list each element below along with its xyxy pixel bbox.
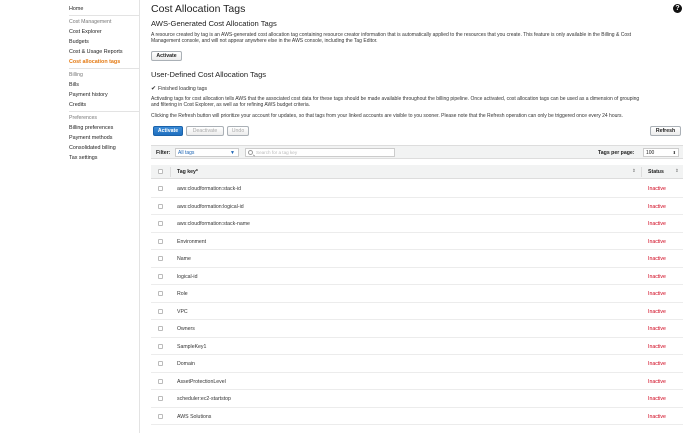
sidebar-item-consolidated-billing[interactable]: Consolidated billing (69, 145, 116, 151)
filter-bar (151, 145, 683, 159)
table-row[interactable] (151, 180, 683, 198)
column-divider (170, 167, 171, 177)
row-checkbox[interactable] (158, 204, 163, 209)
tag-key-cell: aws:cloudformation:stack-id (177, 186, 242, 192)
refresh-description: Clicking the Refresh button will prioritize your account for updates, so that tags from your linked accounts are visible to you sooner. Please note that the Refresh operation can only be triggered once every 24 hours. (151, 113, 623, 119)
checkmark-icon: ✔ (151, 86, 157, 92)
aws-generated-heading: AWS-Generated Cost Allocation Tags (151, 19, 277, 28)
column-divider (641, 167, 642, 177)
sort-icon[interactable]: ⇕ (632, 168, 636, 173)
status-cell: Inactive (648, 413, 666, 420)
table-row[interactable] (151, 373, 683, 391)
user-defined-description (151, 96, 683, 109)
per-page-select[interactable] (643, 148, 679, 157)
status-cell: Inactive (648, 291, 666, 297)
tag-key-cell: Domain (177, 361, 195, 367)
sidebar-item-credits[interactable]: Credits (69, 102, 87, 108)
column-header-status[interactable]: Status (648, 169, 664, 175)
finished-loading-text: Finished loading tags (158, 86, 208, 92)
tag-key-cell: AWS Solutions (177, 413, 212, 420)
status-cell: Inactive (648, 186, 666, 192)
sidebar-divider (69, 15, 139, 16)
deactivate-button[interactable]: Deactivate (186, 126, 224, 136)
aws-generated-description (151, 32, 683, 45)
row-checkbox[interactable] (158, 291, 163, 296)
status-cell: Inactive (648, 361, 666, 367)
aws-generated-description-line: Management console, and will not appear anywhere else in the AWS console, including the Tag Editor. (151, 38, 378, 45)
status-cell: Inactive (648, 378, 666, 385)
tag-key-cell: aws:cloudformation:stack-name (177, 221, 250, 227)
tag-search-input[interactable] (245, 148, 395, 157)
table-row[interactable] (151, 338, 683, 356)
table-row[interactable] (151, 285, 683, 303)
sidebar-item-cost-usage-reports[interactable]: Cost & Usage Reports (69, 49, 123, 55)
status-cell: Inactive (648, 238, 666, 245)
status-cell: Inactive (648, 343, 666, 350)
sidebar-item-home[interactable]: Home (69, 6, 84, 12)
sidebar-item-billing-preferences[interactable]: Billing preferences (69, 125, 114, 131)
caret-down-icon: ▼ (230, 150, 235, 156)
sidebar-divider (69, 111, 139, 112)
status-cell: Inactive (648, 396, 666, 402)
select-all-checkbox[interactable] (158, 169, 163, 174)
sidebar-item-bills[interactable]: Bills (69, 82, 79, 88)
table-row[interactable] (151, 233, 683, 251)
table-row[interactable] (151, 250, 683, 268)
search-icon (248, 150, 253, 155)
row-checkbox[interactable] (158, 361, 163, 366)
per-page-label: Tags per page: (598, 150, 635, 156)
row-checkbox[interactable] (158, 186, 163, 191)
row-checkbox[interactable] (158, 344, 163, 349)
row-checkbox[interactable] (158, 221, 163, 226)
help-icon[interactable]: ? (673, 4, 682, 13)
row-checkbox[interactable] (158, 309, 163, 314)
table-row[interactable] (151, 408, 683, 426)
tag-key-cell: Name (177, 256, 191, 262)
table-row[interactable] (151, 198, 683, 216)
status-cell: Inactive (648, 203, 666, 210)
status-cell: Inactive (648, 273, 666, 280)
per-page-value: 100 (646, 150, 655, 156)
sort-icon[interactable]: ⇕ (675, 168, 679, 173)
sidebar-section-cost-management: Cost Management (69, 19, 112, 25)
column-header-tag-key[interactable]: Tag key* (177, 169, 198, 175)
tag-key-cell: scheduler:ec2-startstop (177, 396, 231, 402)
sidebar-divider (69, 68, 139, 69)
user-defined-description-line: and filtering in Cost Explorer, as well as for refining AWS budget criteria. (151, 102, 311, 109)
tag-search-placeholder: Search for a tag key (256, 150, 298, 155)
table-row[interactable] (151, 390, 683, 408)
sidebar-section-billing: Billing (69, 72, 83, 78)
tag-key-cell: logical-id (177, 273, 198, 280)
tag-key-cell: VPC (177, 308, 188, 315)
table-row[interactable] (151, 268, 683, 286)
aws-generated-description-line: A resource created by tag is an AWS-generated cost allocation tag containing resource creator information that is automatically applied to the resources that you create. This feature is only available in the Billing & Cost (151, 32, 631, 38)
status-cell: Inactive (648, 256, 666, 262)
tag-key-cell: AssetProtectionLevel (177, 378, 226, 385)
tag-key-cell: aws:cloudformation:logical-id (177, 203, 244, 210)
table-row[interactable] (151, 355, 683, 373)
activate-button[interactable]: Activate (153, 126, 183, 136)
filter-dropdown-value: All tags (178, 150, 195, 156)
sidebar-item-cost-allocation-tags[interactable]: Cost allocation tags (69, 59, 121, 65)
row-checkbox[interactable] (158, 414, 163, 419)
row-checkbox[interactable] (158, 379, 163, 384)
status-cell: Inactive (648, 221, 666, 227)
tag-key-cell: Environment (177, 238, 207, 245)
sidebar-item-budgets[interactable]: Budgets (69, 39, 89, 45)
tag-key-cell: Owners (177, 326, 195, 332)
undo-button[interactable]: Undo (227, 126, 249, 136)
finished-loading-status (151, 85, 207, 92)
sidebar-item-tax-settings[interactable]: Tax settings (69, 155, 98, 161)
status-cell: Inactive (648, 308, 666, 315)
user-defined-heading: User-Defined Cost Allocation Tags (151, 70, 267, 79)
refresh-button[interactable]: Refresh (650, 126, 681, 136)
row-checkbox[interactable] (158, 326, 163, 331)
spinner-arrows-icon: ⬍ (672, 150, 676, 155)
tag-key-cell: Role (177, 291, 188, 297)
sidebar-nav (0, 0, 140, 433)
row-checkbox[interactable] (158, 256, 163, 261)
sidebar-section-preferences: Preferences (69, 115, 97, 121)
row-checkbox[interactable] (158, 274, 163, 279)
table-row[interactable] (151, 215, 683, 233)
filter-label: Filter: (156, 150, 171, 156)
sidebar-item-payment-history[interactable]: Payment history (69, 92, 108, 98)
tag-key-cell: SampleKey1 (177, 343, 207, 350)
row-checkbox[interactable] (158, 396, 163, 401)
aws-activate-button[interactable]: Activate (151, 51, 182, 61)
sidebar-item-cost-explorer[interactable]: Cost Explorer (69, 29, 102, 35)
user-defined-description-line: Activating tags for cost allocation tells AWS that the associated cost data for these tags should be made available throughout the billing pipeline. Once activated, cost allocation tags can be used as a dimension of grouping (151, 96, 640, 102)
status-cell: Inactive (648, 326, 666, 332)
table-header (151, 165, 683, 179)
page-title: Cost Allocation Tags (151, 3, 246, 15)
table-row[interactable] (151, 320, 683, 338)
row-checkbox[interactable] (158, 239, 163, 244)
filter-dropdown[interactable] (175, 148, 239, 157)
table-row[interactable] (151, 303, 683, 321)
sidebar-item-payment-methods[interactable]: Payment methods (69, 135, 113, 141)
